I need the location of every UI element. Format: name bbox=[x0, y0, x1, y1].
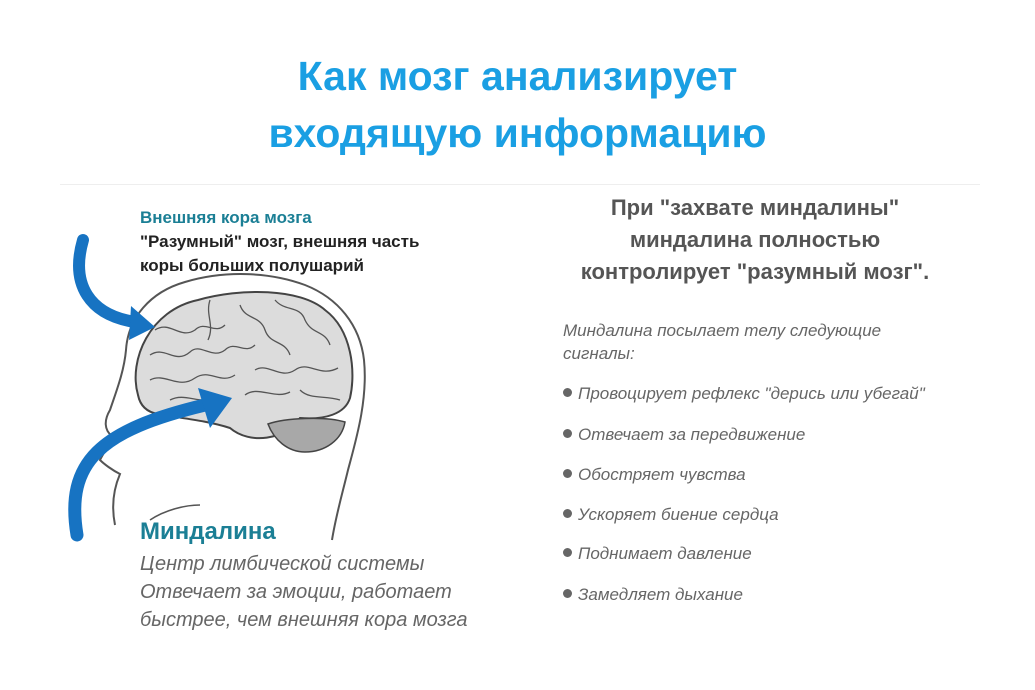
cortex-desc-line-2: коры больших полушарий bbox=[140, 256, 364, 275]
amygdala-desc-line-1: Центр лимбической системы bbox=[140, 553, 425, 575]
hijack-heading bbox=[545, 192, 965, 288]
hijack-heading-line-1: При "захвате миндалины" bbox=[610, 195, 900, 220]
signal-text: Ускоряет биение сердца bbox=[578, 505, 779, 524]
bullet-dot-icon bbox=[563, 548, 572, 557]
cortex-title: Внешняя кора мозга bbox=[140, 208, 312, 227]
page-title-line-2: входящую информацию bbox=[268, 110, 767, 156]
amygdala-description bbox=[140, 550, 520, 634]
arrow-icon bbox=[79, 240, 135, 322]
signal-text: Поднимает давление bbox=[578, 544, 752, 563]
signal-text: Провоцирует рефлекс "дерись или убегай" bbox=[578, 384, 925, 403]
signal-item bbox=[563, 505, 779, 525]
signal-item bbox=[563, 544, 752, 564]
bullet-dot-icon bbox=[563, 469, 572, 478]
signal-item bbox=[563, 465, 746, 485]
signals-intro-line-2: сигналы: bbox=[563, 344, 635, 363]
signal-item bbox=[563, 384, 925, 404]
signal-text: Замедляет дыхание bbox=[578, 585, 743, 604]
divider bbox=[60, 184, 980, 185]
signal-text: Отвечает за передвижение bbox=[578, 425, 806, 444]
cortex-description bbox=[140, 230, 470, 278]
cerebellum bbox=[268, 418, 345, 452]
bullet-dot-icon bbox=[563, 388, 572, 397]
signal-text: Обостряет чувства bbox=[578, 465, 746, 484]
signals-intro bbox=[563, 319, 943, 365]
signal-item bbox=[563, 585, 743, 605]
amygdala-desc-line-2: Отвечает за эмоции, работает bbox=[140, 581, 452, 603]
bullet-dot-icon bbox=[563, 589, 572, 598]
bullet-dot-icon bbox=[563, 429, 572, 438]
bullet-dot-icon bbox=[563, 509, 572, 518]
arrow-icon bbox=[75, 405, 205, 535]
page-title-line-1: Как мозг анализирует bbox=[297, 53, 738, 99]
hijack-heading-line-3: контролирует "разумный мозг". bbox=[580, 259, 930, 284]
amygdala-title: Миндалина bbox=[140, 518, 276, 545]
amygdala-desc-line-3: быстрее, чем внешняя кора мозга bbox=[140, 609, 468, 631]
hijack-heading-line-2: миндалина полностью bbox=[629, 227, 881, 252]
cortex-desc-line-1: "Разумный" мозг, внешняя часть bbox=[140, 232, 420, 251]
signal-item bbox=[563, 425, 805, 445]
signals-intro-line-1: Миндалина посылает телу следующие bbox=[563, 321, 882, 340]
